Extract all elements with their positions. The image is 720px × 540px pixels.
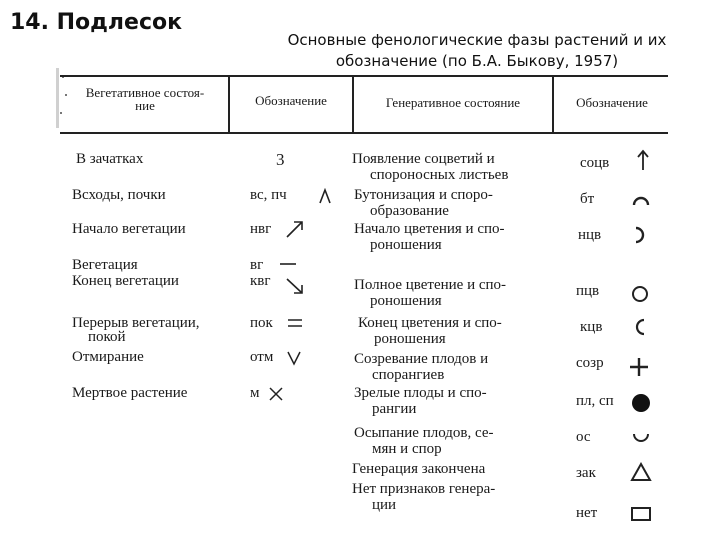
veg-phase: Всходы, почки [72,187,166,203]
gen-code: кцв [580,319,603,335]
circle-icon [630,284,650,304]
gen-phase: роношения [370,293,442,309]
gen-code: бт [580,191,595,207]
gen-code: нет [576,505,598,521]
veg-phase: Перерыв вегетации, [72,315,200,331]
gen-code: нцв [578,227,602,243]
arc-left-icon [632,318,646,336]
x-icon [268,386,284,402]
gen-phase: Генерация закончена [352,461,486,477]
gen-phase: ции [372,497,397,513]
gen-code: созр [576,355,604,371]
column-divider [352,75,354,134]
arrow-down-right-icon [284,276,306,296]
v-icon [286,350,302,366]
veg-phase: Конец вегетации [72,273,179,289]
dash-icon [278,260,298,268]
scanned-phenology-table [56,64,670,534]
arrow-up-right-icon [284,218,306,240]
scan-artifact [56,68,59,128]
arc-bottom-icon [632,432,650,442]
gen-phase: Начало цветения и спо- [354,221,505,237]
gen-phase: спорангиев [372,367,445,383]
header-bottom-rule [60,132,668,134]
header-gen-code: Обозначение [576,95,648,110]
gen-code: ос [576,429,591,445]
veg-code: вг [250,257,264,273]
gen-code: пцв [576,283,600,299]
column-divider [552,75,554,134]
subtitle-line: обозначение (по Б.А. Быкову, 1957) [335,52,619,70]
slide-title: 14. Подлесок [10,10,183,35]
gen-code: пл, сп [576,393,614,409]
veg-code: вс, пч [250,187,287,203]
gen-phase: Нет признаков генера- [352,481,496,497]
subtitle-line: Основные фенологические фазы растений и их [287,31,667,49]
veg-phase: Вегетация [72,257,138,273]
veg-phase: покой [88,329,126,345]
filled-circle-icon [630,392,652,414]
veg-phase: Начало вегетации [72,221,186,237]
arrow-up-icon [636,148,650,172]
header-line: ние [135,98,155,113]
gen-phase: Бутонизация и споро- [354,187,493,203]
veg-code: отм [250,349,274,365]
header-vegetative [64,86,226,112]
gen-code: зак [576,465,596,481]
gen-phase: Осыпание плодов, се- [354,425,494,441]
gen-phase: Созревание плодов и [354,351,489,367]
veg-code: пок [250,315,273,331]
gen-phase: рангии [372,401,417,417]
header-line: Вегетативное состоя- [85,85,205,100]
arc-top-icon [632,196,650,206]
gen-phase: мян и спор [372,441,442,457]
gen-phase: роношения [370,237,442,253]
rectangle-icon [630,506,652,522]
veg-code: нвг [250,221,272,237]
caret-up-icon [318,188,332,204]
gen-phase: роношения [374,331,446,347]
gen-phase: Полное цветение и спо- [354,277,507,293]
arc-right-icon [634,226,646,244]
gen-phase: Конец цветения и спо- [358,315,502,331]
veg-code: квг [250,273,271,289]
triangle-icon [630,462,652,482]
veg-phase: Мертвое растение [72,385,188,401]
gen-phase: спороносных листьев [370,167,509,183]
veg-phase: Отмирание [72,349,144,365]
gen-code: соцв [580,155,610,171]
header-veg-code: Обозначение [255,93,327,108]
plus-icon [628,356,650,378]
double-line-icon [286,317,304,329]
gen-phase: Зрелые плоды и спо- [354,385,487,401]
gen-phase: Появление соцветий и [352,151,495,167]
header-generative: Генеративное состояние [385,95,521,110]
veg-phase: В зачатках [76,151,144,167]
veg-code: м [250,385,260,401]
column-divider [228,75,230,134]
header-top-rule [60,75,668,77]
veg-code: 3 [276,150,285,169]
scan-artifact [60,112,62,114]
gen-phase: образование [370,203,449,219]
